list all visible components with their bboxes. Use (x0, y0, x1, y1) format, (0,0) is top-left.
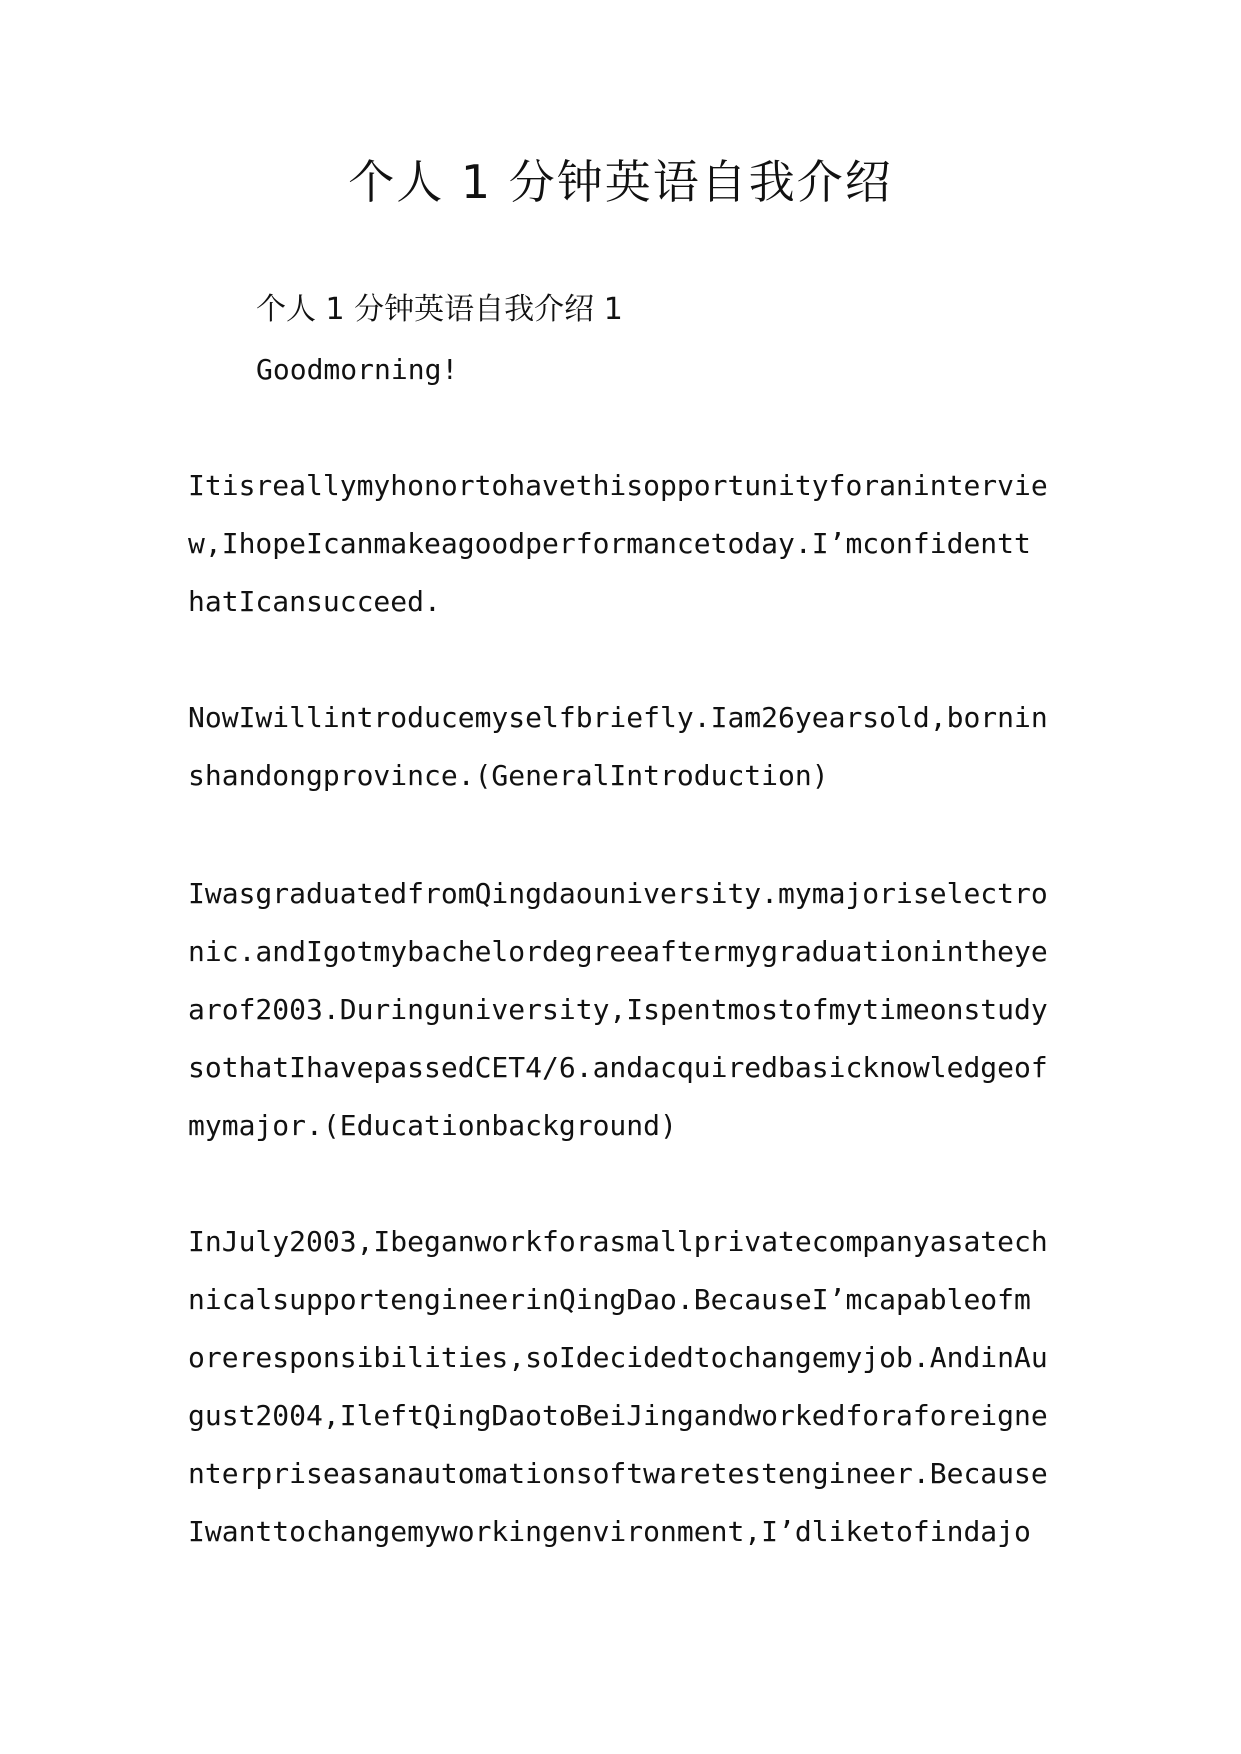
section-subtitle: 个人 1 分钟英语自我介绍 1 (256, 292, 623, 327)
paragraph-line: nicalsupportengineerinQingDao.BecauseI’mcapableofm (188, 1283, 1031, 1316)
paragraph-line: hatIcansucceed. (188, 585, 441, 618)
paragraph-line: InJuly2003,Ibeganworkforasmallprivatecompanyasatech (188, 1225, 1048, 1258)
paragraph-line: nic.andIgotmybachelordegreeaftermygraduationintheye (188, 935, 1048, 968)
greeting-line: Goodmorning! (256, 353, 459, 386)
paragraph-line: NowIwillintroducemyselfbriefly.Iam26yearsold,bornin (188, 701, 1048, 734)
paragraph-line: mymajor.(Educationbackground) (188, 1109, 677, 1142)
paragraph-line: Iwanttochangemyworkingenvironment,I’dliketofindajo (188, 1515, 1031, 1548)
paragraph-line: sothatIhavepassedCET4/6.andacquiredbasicknowledgeof (188, 1051, 1048, 1084)
document-title: 个人 1 分钟英语自我介绍 (348, 155, 893, 209)
paragraph-line: arof2003.Duringuniversity,Ispentmostofmytimeonstudy (188, 993, 1048, 1026)
paragraph-line: oreresponsibilities,soIdecidedtochangemyjob.AndinAu (188, 1341, 1048, 1374)
paragraph-line: nterpriseasanautomationsoftwaretestengineer.Because (188, 1457, 1048, 1490)
paragraph-line: w,IhopeIcanmakeagoodperformancetoday.I’mconfidentt (188, 527, 1031, 560)
paragraph-line: IwasgraduatedfromQingdaouniversity.mymajoriselectro (188, 877, 1048, 910)
paragraph-line: Itisreallymyhonortohavethisopportunityforanintervie (188, 469, 1048, 502)
paragraph-line: gust2004,IleftQingDaotoBeiJingandworkedforaforeigne (188, 1399, 1048, 1432)
paragraph-line: shandongprovince.(GeneralIntroduction) (188, 759, 829, 792)
